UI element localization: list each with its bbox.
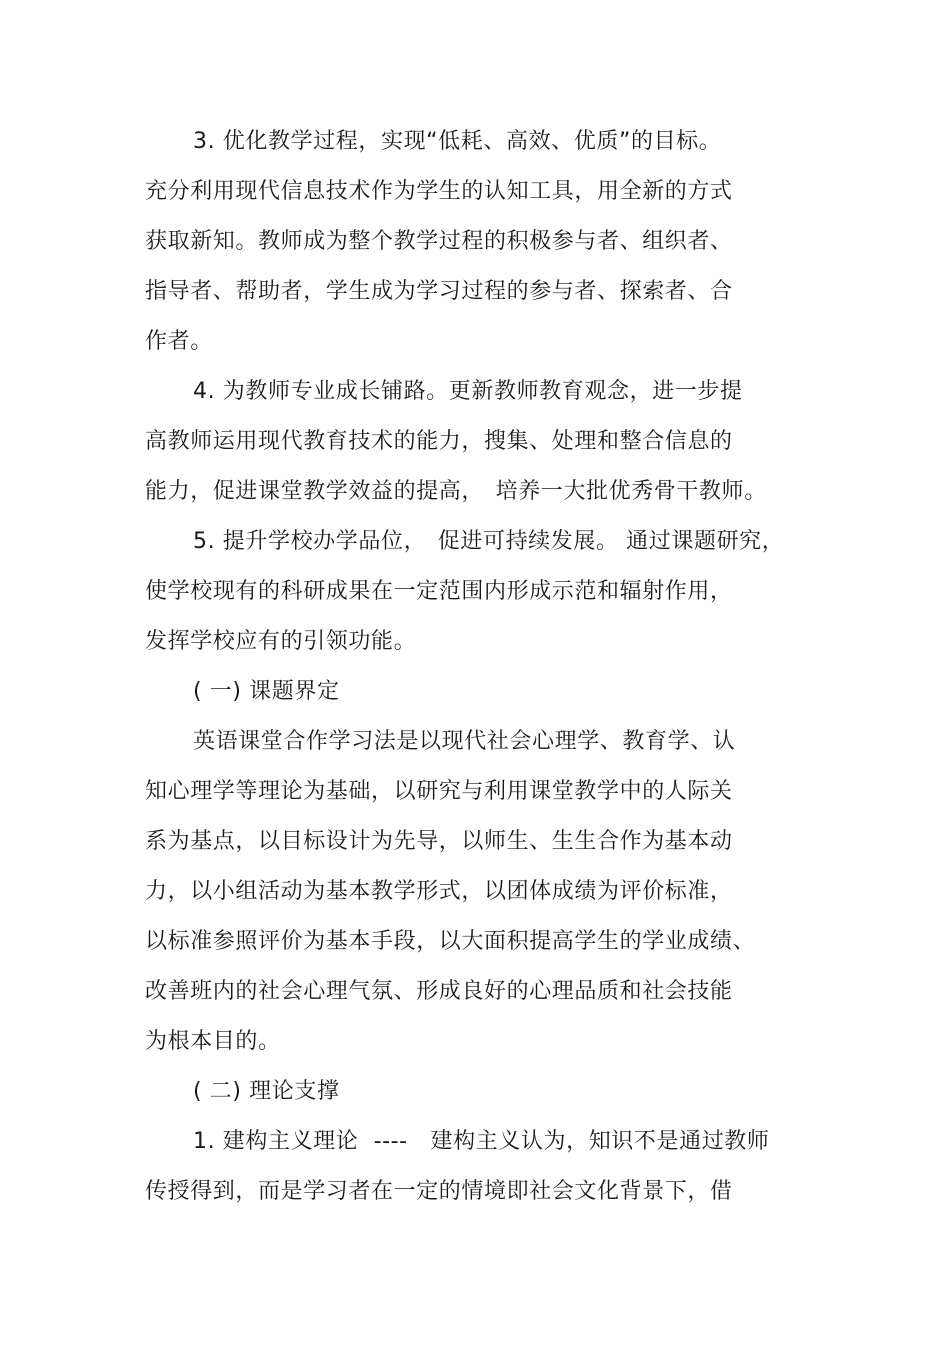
definition-line-7: 为根本目的。 bbox=[145, 1029, 281, 1054]
definition-line-4: 力，以小组活动为基本教学形式，以团体成绩为评价标准， bbox=[145, 879, 733, 904]
definition-line-3: 系为基点，以目标设计为先导，以师生、生生合作为基本动 bbox=[145, 829, 733, 854]
paragraph-5-line-2: 使学校现有的科研成果在一定范围内形成示范和辐射作用， bbox=[145, 579, 733, 604]
paragraph-3-line-3: 获取新知。教师成为整个教学过程的积极参与者、组织者、 bbox=[145, 229, 733, 254]
definition-line-6: 改善班内的社会心理气氛、形成良好的心理品质和社会技能 bbox=[145, 979, 733, 1004]
definition-line-1: 英语课堂合作学习法是以现代社会心理学、教育学、认 bbox=[193, 729, 736, 754]
paragraph-5-line-3: 发挥学校应有的引领功能。 bbox=[145, 629, 417, 654]
paragraph-3-line-4: 指导者、帮助者，学生成为学习过程的参与者、探索者、合 bbox=[145, 279, 733, 304]
theory-line-1: 1. 建构主义理论 ---- 建构主义认为，知识不是通过教师 bbox=[193, 1129, 770, 1154]
paragraph-3-line-1: 3. 优化教学过程，实现“低耗、高效、优质”的目标。 bbox=[193, 129, 722, 154]
paragraph-3-line-5: 作者。 bbox=[145, 329, 213, 354]
section-heading-theory: ( 二) 理论支撑 bbox=[193, 1079, 340, 1104]
definition-line-2: 知心理学等理论为基础，以研究与利用课堂教学中的人际关 bbox=[145, 779, 733, 804]
paragraph-4-line-2: 高教师运用现代教育技术的能力，搜集、处理和整合信息的 bbox=[145, 429, 733, 454]
paragraph-5-line-1: 5. 提升学校办学品位， 促进可持续发展。 通过课题研究， bbox=[193, 529, 785, 554]
section-heading-definition: ( 一) 课题界定 bbox=[193, 679, 340, 704]
paragraph-4-line-1: 4. 为教师专业成长铺路。更新教师教育观念，进一步提 bbox=[193, 379, 743, 404]
theory-line-2: 传授得到，而是学习者在一定的情境即社会文化背景下，借 bbox=[145, 1179, 733, 1204]
paragraph-4-line-3: 能力，促进课堂教学效益的提高， 培养一大批优秀骨干教师。 bbox=[145, 479, 767, 504]
paragraph-3-line-2: 充分利用现代信息技术作为学生的认知工具，用全新的方式 bbox=[145, 179, 733, 204]
definition-line-5: 以标准参照评价为基本手段，以大面积提高学生的学业成绩、 bbox=[145, 929, 756, 954]
